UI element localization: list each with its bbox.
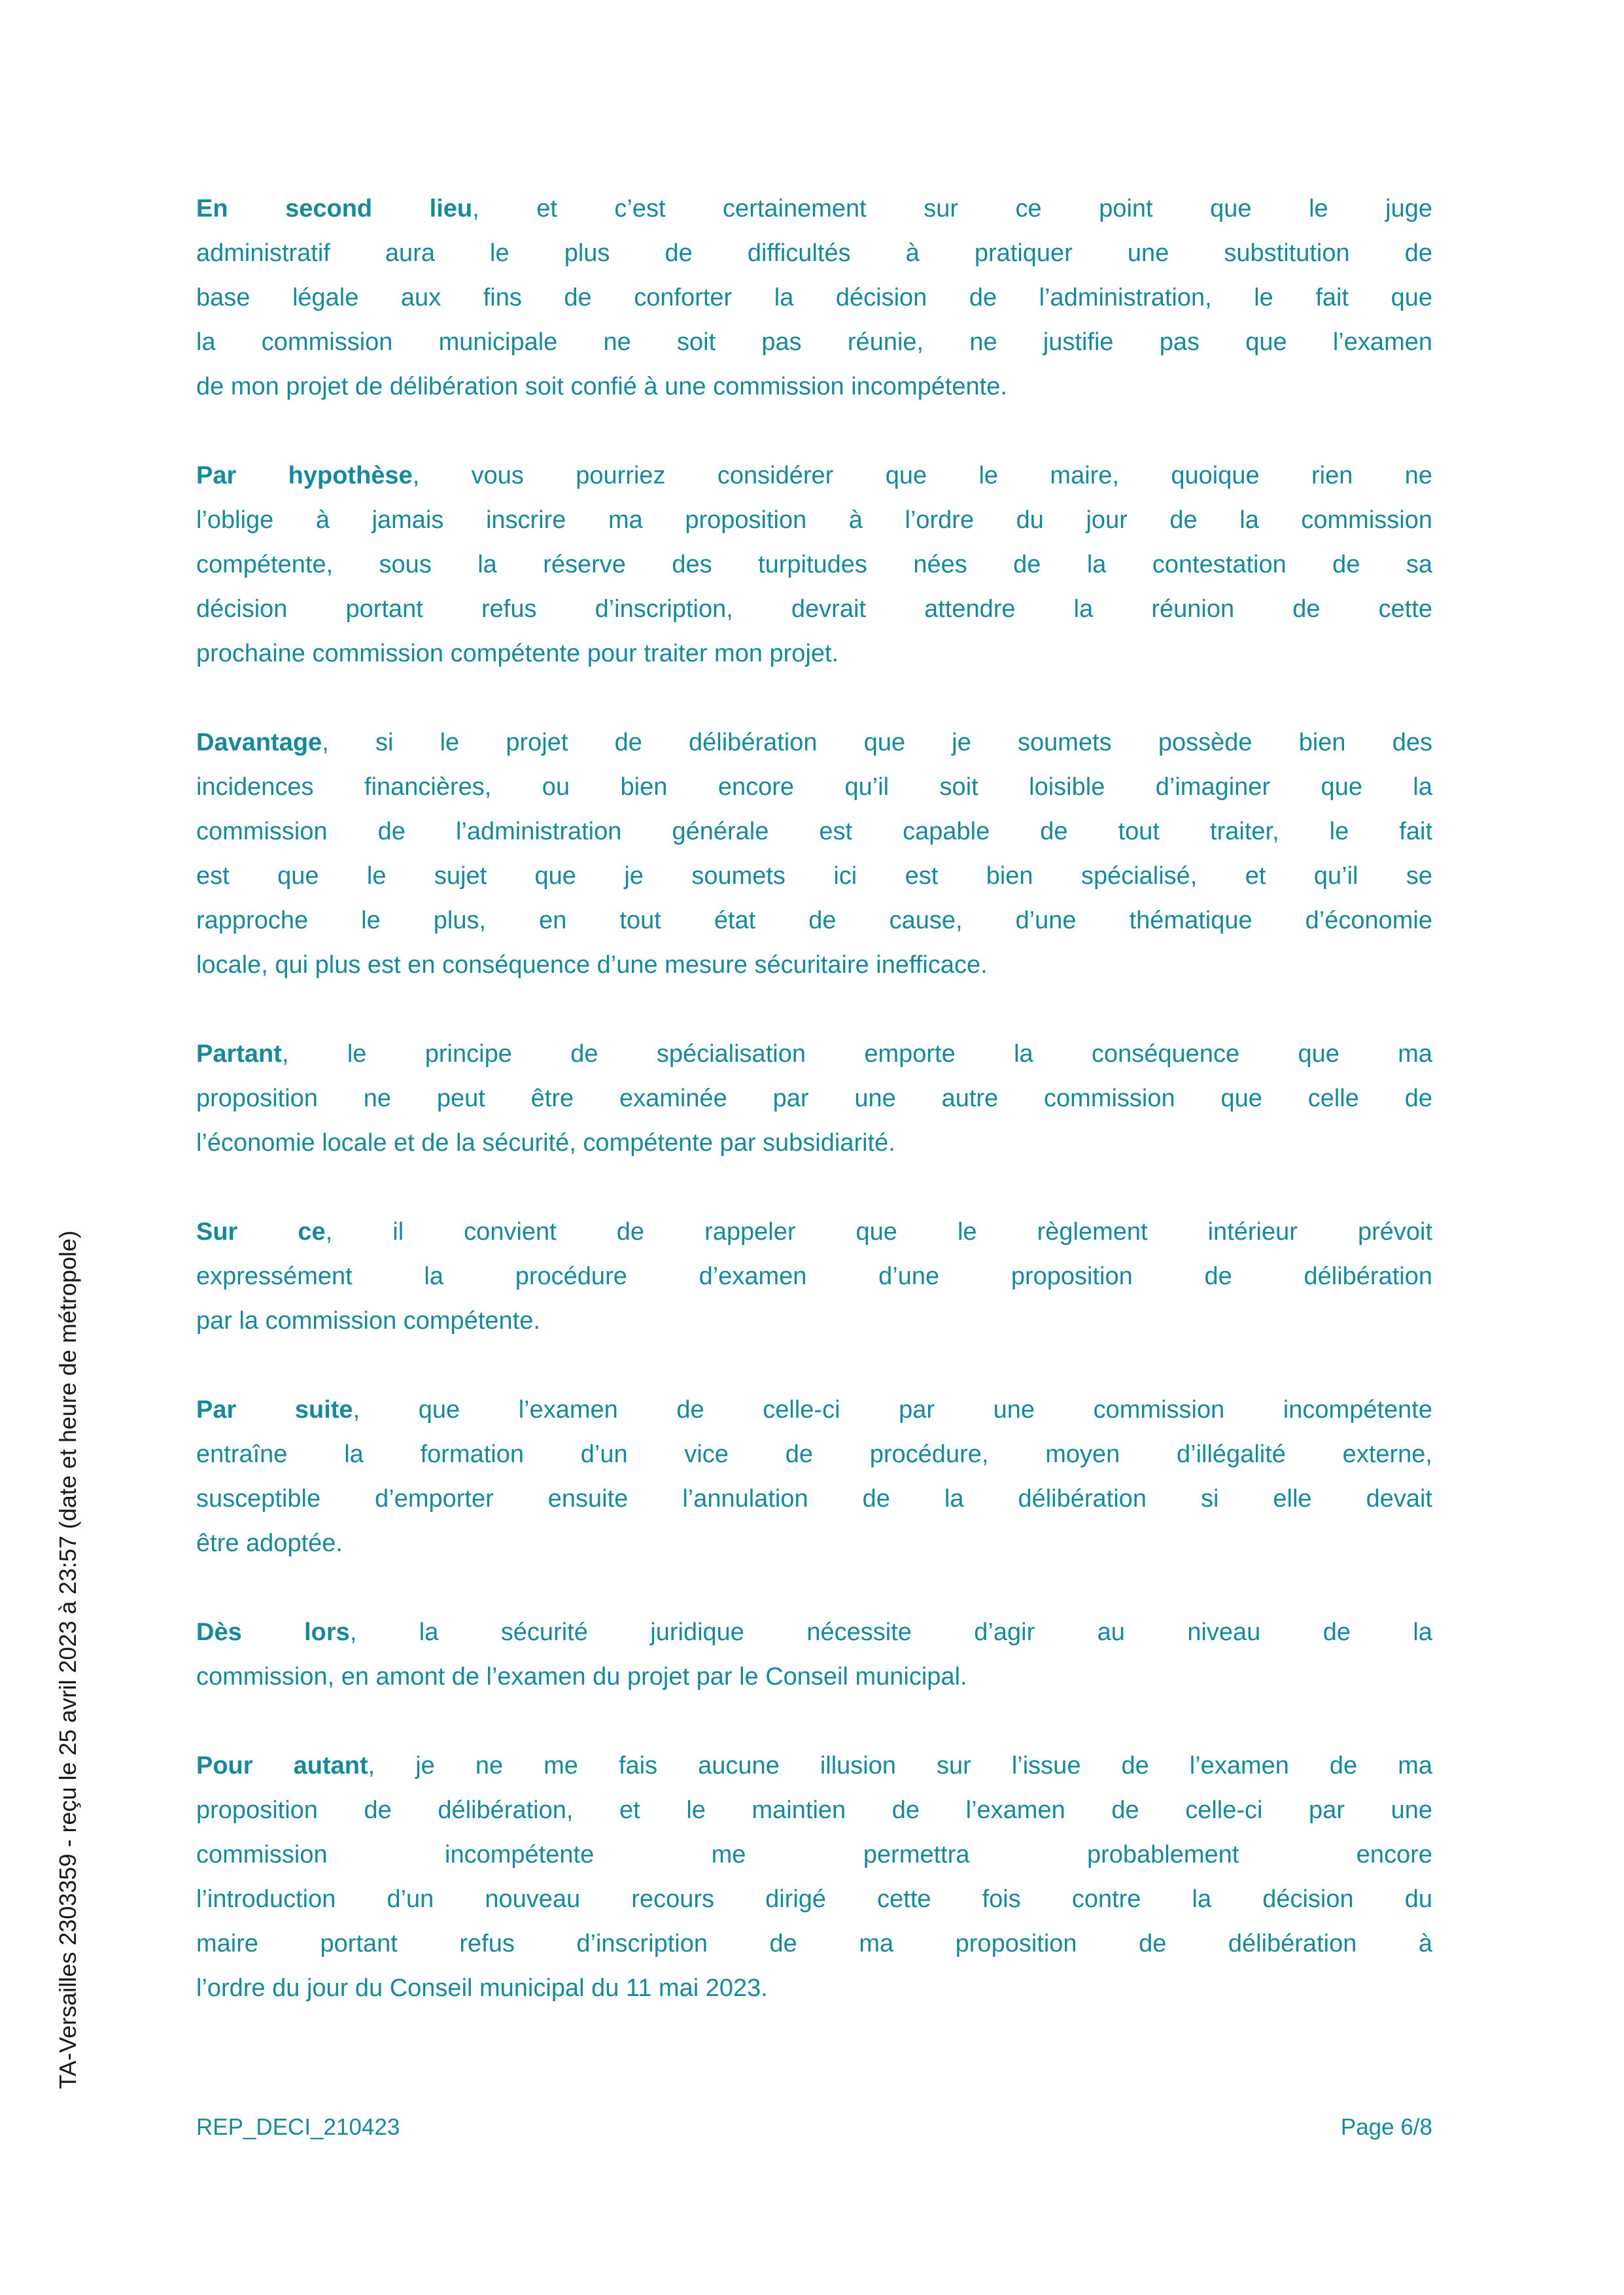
text-line: Sur ce, il convient de rappeler que le règlement intérieur prévoit [196,1218,1432,1246]
text-line: est que le sujet que je soumets ici est bien spécialisé, et qu’il se [196,862,1432,890]
text-line: commission incompétente me permettra probablement encore [196,1841,1432,1868]
text-line: locale, qui plus est en conséquence d’une mesure sécuritaire inefficace. [196,951,988,979]
text-line: Dès lors, la sécurité juridique nécessite d’agir au niveau de la [196,1619,1432,1646]
paragraph [196,1032,1432,1165]
text-line: l’économie locale et de la sécurité, compétente par subsidiarité. [196,1129,895,1157]
paragraph-lead: Sur ce [196,1218,326,1246]
text-line: proposition ne peut être examinée par une autre commission que celle de [196,1085,1432,1112]
paragraph [196,1210,1432,1343]
text-line: maire portant refus d’inscription de ma proposition de délibération à [196,1930,1432,1957]
text-line: rapproche le plus, en tout état de cause, d’une thématique d’économie [196,907,1432,934]
text-line: administratif aura le plus de difficultés à pratiquer une substitution de [196,239,1432,267]
text-line: expressément la procédure d’examen d’une proposition de délibération [196,1263,1432,1290]
text-line: de mon projet de délibération soit confié à une commission incompétente. [196,373,1007,400]
footer-reference: REP_DECI_210423 [196,2114,400,2140]
paragraph [196,1743,1432,2010]
text-line: l’introduction d’un nouveau recours dirigé cette fois contre la décision du [196,1885,1432,1913]
text-line: susceptible d’emporter ensuite l’annulation de la délibération si elle devait [196,1485,1432,1513]
text-line: Davantage, si le projet de délibération que je soumets possède bien des [196,729,1432,756]
paragraph [196,1610,1432,1699]
text-line: prochaine commission compétente pour traiter mon projet. [196,640,839,667]
text-line: l’oblige à jamais inscrire ma proposition à l’ordre du jour de la commission [196,506,1432,534]
text-line: commission de l’administration générale est capable de tout traiter, le fait [196,818,1432,845]
paragraph [196,453,1432,676]
text-line: par la commission compétente. [196,1307,540,1335]
court-receipt-stamp: TA-Versailles 2303359 - reçu le 25 avril 2023 à 23:57 (date et heure de métropole) [54,1230,81,2090]
footer-page-number: Page 6/8 [1340,2114,1432,2140]
document-body [196,186,1432,2010]
text-line: l’ordre du jour du Conseil municipal du 11 mai 2023. [196,1974,768,2002]
text-line: commission, en amont de l’examen du projet par le Conseil municipal. [196,1663,967,1691]
text-line: être adoptée. [196,1530,343,1557]
paragraph-lead: Par hypothèse [196,462,413,489]
paragraph-lead: Davantage [196,729,322,756]
paragraph-lead: Partant [196,1040,282,1068]
text-line: Par hypothèse, vous pourriez considérer que le maire, quoique rien ne [196,462,1432,489]
text-line: En second lieu, et c’est certainement sur ce point que le juge [196,195,1433,222]
page-footer [196,2112,1432,2143]
text-line: Pour autant, je ne me fais aucune illusion sur l’issue de l’examen de ma [196,1752,1432,1779]
paragraph-lead: Par suite [196,1396,353,1424]
text-line: Par suite, que l’examen de celle-ci par une commission incompétente [196,1396,1432,1424]
text-line: Partant, le principe de spécialisation emporte la conséquence que ma [196,1040,1432,1068]
text-line: proposition de délibération, et le maintien de l’examen de celle-ci par une [196,1796,1432,1824]
text-line: base légale aux fins de conforter la décision de l’administration, le fait que [196,284,1432,311]
paragraph-lead: Dès lors [196,1619,350,1646]
text-line: incidences financières, ou bien encore qu’il soit loisible d’imaginer que la [196,773,1432,801]
text-line: décision portant refus d’inscription, devrait attendre la réunion de cette [196,595,1432,623]
paragraph [196,1388,1432,1566]
paragraph [196,186,1432,409]
paragraph-lead: Pour autant [196,1752,368,1779]
paragraph-lead: En second lieu [196,195,473,222]
text-line: compétente, sous la réserve des turpitudes nées de la contestation de sa [196,551,1432,578]
paragraph [196,720,1432,987]
text-line: entraîne la formation d’un vice de procédure, moyen d’illégalité externe, [196,1441,1432,1468]
text-line: la commission municipale ne soit pas réunie, ne justifie pas que l’examen [196,328,1432,356]
